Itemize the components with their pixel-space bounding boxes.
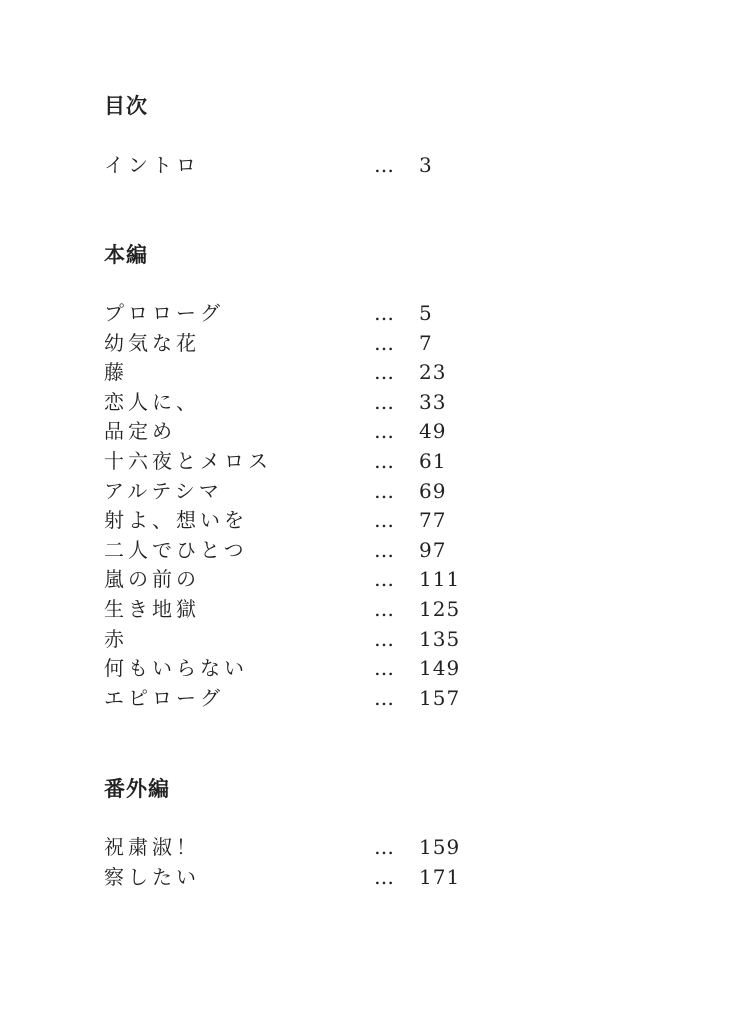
entry-page-number: 125 (419, 596, 461, 621)
intro-list (104, 151, 704, 181)
entry-title: エピローグ (104, 685, 224, 710)
entry-title: 幼気な花 (104, 330, 200, 355)
entry-leader: … (374, 301, 394, 325)
toc-entry[interactable] (104, 506, 704, 536)
entry-page-number: 97 (419, 537, 447, 562)
entry-title: プロローグ (104, 301, 224, 325)
toc-entry[interactable] (104, 151, 704, 181)
toc-entry[interactable] (104, 654, 704, 684)
toc-entry[interactable] (104, 863, 704, 893)
toc-entry[interactable] (104, 833, 704, 863)
entry-title: 察したい (104, 864, 200, 889)
entry-page-number: 7 (419, 330, 433, 355)
entry-page-number: 157 (419, 685, 461, 710)
entry-page-number: 5 (419, 301, 433, 325)
entry-title: 何もいらない (104, 656, 248, 681)
entry-leader: … (374, 153, 394, 177)
toc-entry[interactable] (104, 329, 704, 359)
entry-title: 祝粛淑！ (104, 835, 200, 859)
entry-title: 藤 (104, 360, 128, 385)
entry-leader: … (374, 864, 394, 889)
entry-title: 十六夜とメロス (104, 448, 272, 473)
entry-page-number: 159 (419, 835, 461, 859)
toc-entry[interactable] (104, 477, 704, 507)
entry-leader: … (374, 596, 394, 621)
entry-leader: … (374, 448, 394, 473)
entry-leader: … (374, 360, 394, 385)
entry-leader: … (374, 626, 394, 651)
entry-page-number: 49 (419, 419, 447, 444)
entry-leader: … (374, 389, 394, 414)
toc-entry[interactable] (104, 565, 704, 595)
toc-entry[interactable] (104, 684, 704, 714)
entry-title: 嵐の前の (104, 567, 200, 592)
entry-page-number: 23 (419, 360, 447, 385)
toc-entry[interactable] (104, 299, 704, 329)
entry-page-number: 3 (419, 153, 433, 177)
entry-leader: … (374, 685, 394, 710)
entry-leader: … (374, 567, 394, 592)
section-heading-extra: 番外編 (104, 776, 170, 801)
toc-entry[interactable] (104, 536, 704, 566)
extra-list (104, 833, 704, 892)
toc-entry[interactable] (104, 417, 704, 447)
entry-title: 射よ、想いを (104, 508, 248, 533)
entry-page-number: 111 (419, 567, 461, 592)
entry-page-number: 135 (419, 626, 461, 651)
entry-title: 赤 (104, 626, 128, 651)
entry-page-number: 69 (419, 478, 447, 503)
entry-title: アルテシマ (104, 478, 223, 503)
entry-page-number: 149 (419, 656, 461, 681)
entry-leader: … (374, 537, 394, 562)
entry-title: 恋人に、 (104, 389, 200, 414)
entry-page-number: 33 (419, 389, 447, 414)
entry-leader: … (374, 419, 394, 444)
entry-title: 生き地獄 (104, 596, 200, 621)
toc-entry[interactable] (104, 595, 704, 625)
main-list (104, 299, 704, 713)
section-heading-main: 本編 (104, 242, 148, 267)
entry-leader: … (374, 835, 394, 859)
entry-page-number: 77 (419, 508, 447, 533)
toc-entry[interactable] (104, 625, 704, 655)
toc-entry[interactable] (104, 388, 704, 418)
entry-title: イントロ (104, 153, 200, 177)
entry-page-number: 61 (419, 448, 447, 473)
entry-title: 二人でひとつ (104, 537, 248, 562)
entry-leader: … (374, 330, 394, 355)
toc-title: 目次 (104, 93, 148, 118)
entry-title: 品定め (104, 419, 176, 444)
entry-leader: … (374, 478, 394, 503)
toc-entry[interactable] (104, 358, 704, 388)
toc-entry[interactable] (104, 447, 704, 477)
entry-page-number: 171 (419, 864, 461, 889)
entry-leader: … (374, 508, 394, 533)
entry-leader: … (374, 656, 394, 681)
